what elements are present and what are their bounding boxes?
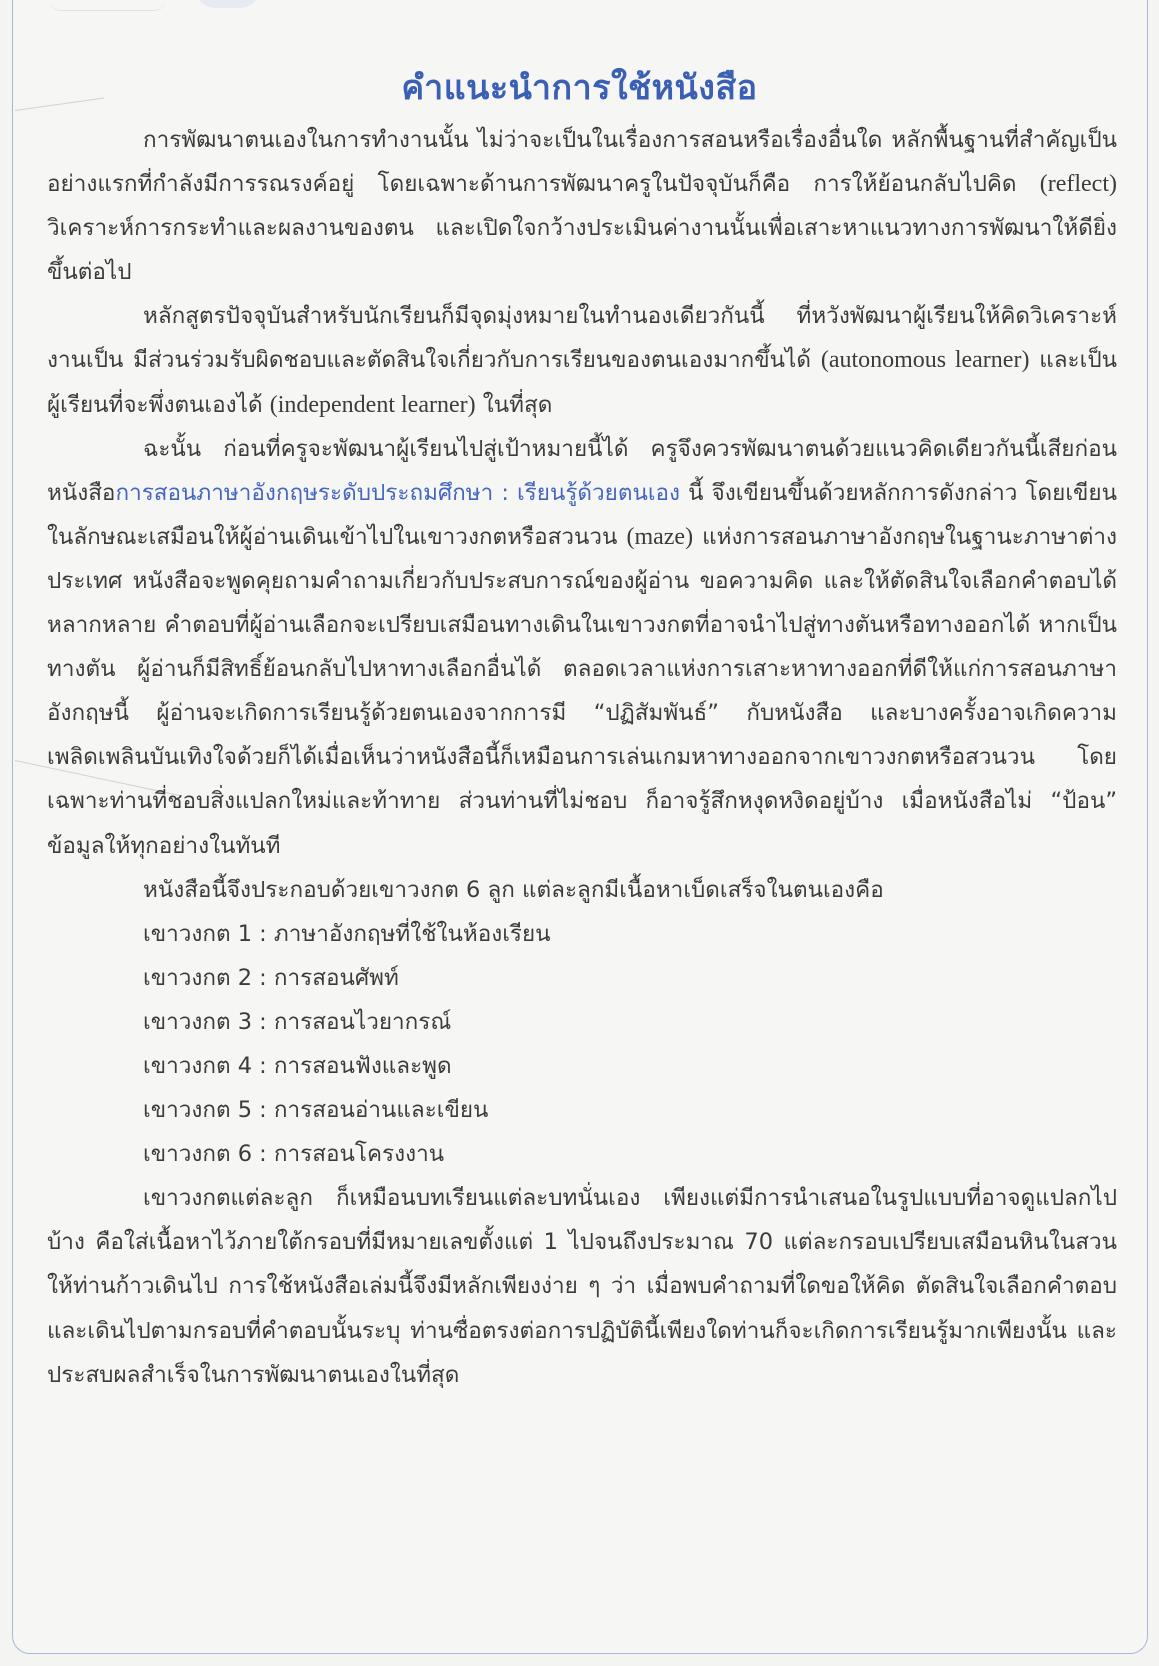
- maze-item: เขาวงกต 1 : ภาษาอังกฤษที่ใช้ในห้องเรียน: [143, 920, 551, 947]
- paragraph-usage: เขาวงกตแต่ละลูก ก็เหมือนบทเรียนแต่ละบทนั่นเอง เพียงแต่มีการนำเสนอในรูปแบบที่อาจดูแปลกไปบ้าง คือใส่เนื้อหาไว้ภายใต้กรอบที่มีหมายเลขตั้งแต่ 1 ไปจนถึงประมาณ 70 แต่ละกรอบเปรียบเสมือนหินในสวนให้ท่านก้าวเดินไป การใช้หนังสือเล่มนี้จึงมีหลักเพียงง่าย ๆ ว่า เมื่อพบคำถามที่ใดขอให้คิด ตัดสินใจเลือกคำตอบ และเดินไปตามกรอบที่คำตอบนั้นระบุ ท่านซื่อตรงต่อการปฏิบัตินี้เพียงใดท่านก็จะเกิดการเรียนรู้มากเพียงนั้น และประสบผลสำเร็จในการพัฒนาตนเองในที่สุด: [47, 1185, 1117, 1388]
- top-tab-shadow: [50, 0, 165, 11]
- maze-list: [47, 912, 1117, 1177]
- paragraph-text: นี้ จึงเขียนขึ้นด้วยหลักการดังกล่าว โดยเขียนในลักษณะเสมือนให้ผู้อ่านเดินเข้าไปในเขาวงกตหรือสวนวน: [47, 479, 1117, 550]
- paragraph-text: วิเคราะห์การกระทำและผลงานของตน และเปิดใจกว้างประเมินค่างานนั้นเพื่อเสาะหาแนวทางการพัฒนาให้ดียิ่งขึ้นต่อไป: [47, 215, 1117, 286]
- paragraph-text: ในที่สุด: [475, 391, 553, 418]
- paragraph-curriculum: [47, 294, 1117, 426]
- paragraph-text: ฉะนั้น ก่อนที่ครูจะพัฒนาผู้เรียนไปสู่เป้าหมายนี้ได้ ครูจึงควรพัฒนาตนด้วยแนวคิดเดียวกันนี้เสียก่อน หนังสือ: [47, 435, 1117, 506]
- english-term: (independent learner): [269, 391, 476, 418]
- maze-item: เขาวงกต 2 : การสอนศัพท์: [143, 964, 399, 991]
- document-body: [47, 118, 1117, 1397]
- paragraph-maze-intro: หนังสือนี้จึงประกอบด้วยเขาวงกต 6 ลูก แต่ละลูกมีเนื้อหาเบ็ดเสร็จในตนเองคือ: [143, 876, 884, 903]
- maze-item: เขาวงกต 3 : การสอนไวยากรณ์: [143, 1008, 452, 1035]
- maze-item: เขาวงกต 5 : การสอนอ่านและเขียน: [143, 1097, 489, 1124]
- page-title: คำแนะนำการใช้หนังสือ: [401, 67, 758, 108]
- paragraph-text: และเป็นผู้เรียนที่จะพึ่งตนเองได้: [47, 347, 1117, 418]
- english-term: (autonomous learner): [820, 347, 1030, 374]
- book-title-highlight: การสอนภาษาอังกฤษระดับประถมศึกษา : เรียนรู้ด้วยตนเอง: [115, 479, 681, 506]
- paragraph-intro: [47, 118, 1117, 294]
- english-term: (maze): [626, 523, 694, 550]
- maze-item: เขาวงกต 6 : การสอนโครงงาน: [143, 1141, 445, 1168]
- paragraph-book-purpose: [47, 427, 1117, 868]
- paragraph-text: การพัฒนาตนเองในการทำงานนั้น ไม่ว่าจะเป็นในเรื่องการสอนหรือเรื่องอื่นใด หลักพื้นฐานที่สำคัญเป็นอย่างแรกที่กำลังมีการรณรงค์อยู่ โดยเฉพาะด้านการพัฒนาครูในปัจจุบันก็คือ การให้ย้อนกลับไปคิด: [47, 127, 1117, 198]
- paragraph-text: หลักสูตรปัจจุบันสำหรับนักเรียนก็มีจุดมุ่งหมายในทำนองเดียวกันนี้ ที่หวังพัฒนาผู้เรียนให้คิดวิเคราะห์งานเป็น มีส่วนร่วมรับผิดชอบและตัดสินใจเกี่ยวกับการเรียนของตนเองมากขึ้นได้: [47, 303, 1117, 374]
- paragraph-text: แห่งการสอนภาษาอังกฤษในฐานะภาษาต่างประเทศ หนังสือจะพูดคุยถามคำถามเกี่ยวกับประสบการณ์ของผู้อ่าน ขอความคิด และให้ตัดสินใจเลือกคำตอบได้หลากหลาย คำตอบที่ผู้อ่านเลือกจะเปรียบเสมือนทางเดินในเขาวงกตที่อาจนำไปสู่ทางตันหรือทางออกได้ หากเป็นทางตัน ผู้อ่านก็มีสิทธิ์ย้อนกลับไปหาทางเลือกอื่นได้ ตลอดเวลาแห่งการเสาะหาทางออกที่ดีให้แก่การสอนภาษาอังกฤษนี้ ผู้อ่านจะเกิดการเรียนรู้ด้วยตนเองจากการมี “ปฏิสัมพันธ์” กับหนังสือ และบางครั้งอาจเกิดความเพลิดเพลินบันเทิงใจด้วยก็ได้เมื่อเห็นว่าหนังสือนี้ก็เหมือนการเล่นเกมหาทางออกจากเขาวงกตหรือสวนวน โดยเฉพาะท่านที่ชอบสิ่งแปลกใหม่และท้าทาย ส่วนท่านที่ไม่ชอบ ก็อาจรู้สึกหงุดหงิดอยู่บ้าง เมื่อหนังสือไม่ “ป้อน” ข้อมูลให้ทุกอย่างในทันที: [47, 523, 1117, 859]
- english-term: (reflect): [1039, 171, 1117, 198]
- maze-item: เขาวงกต 4 : การสอนฟังและพูด: [143, 1052, 452, 1079]
